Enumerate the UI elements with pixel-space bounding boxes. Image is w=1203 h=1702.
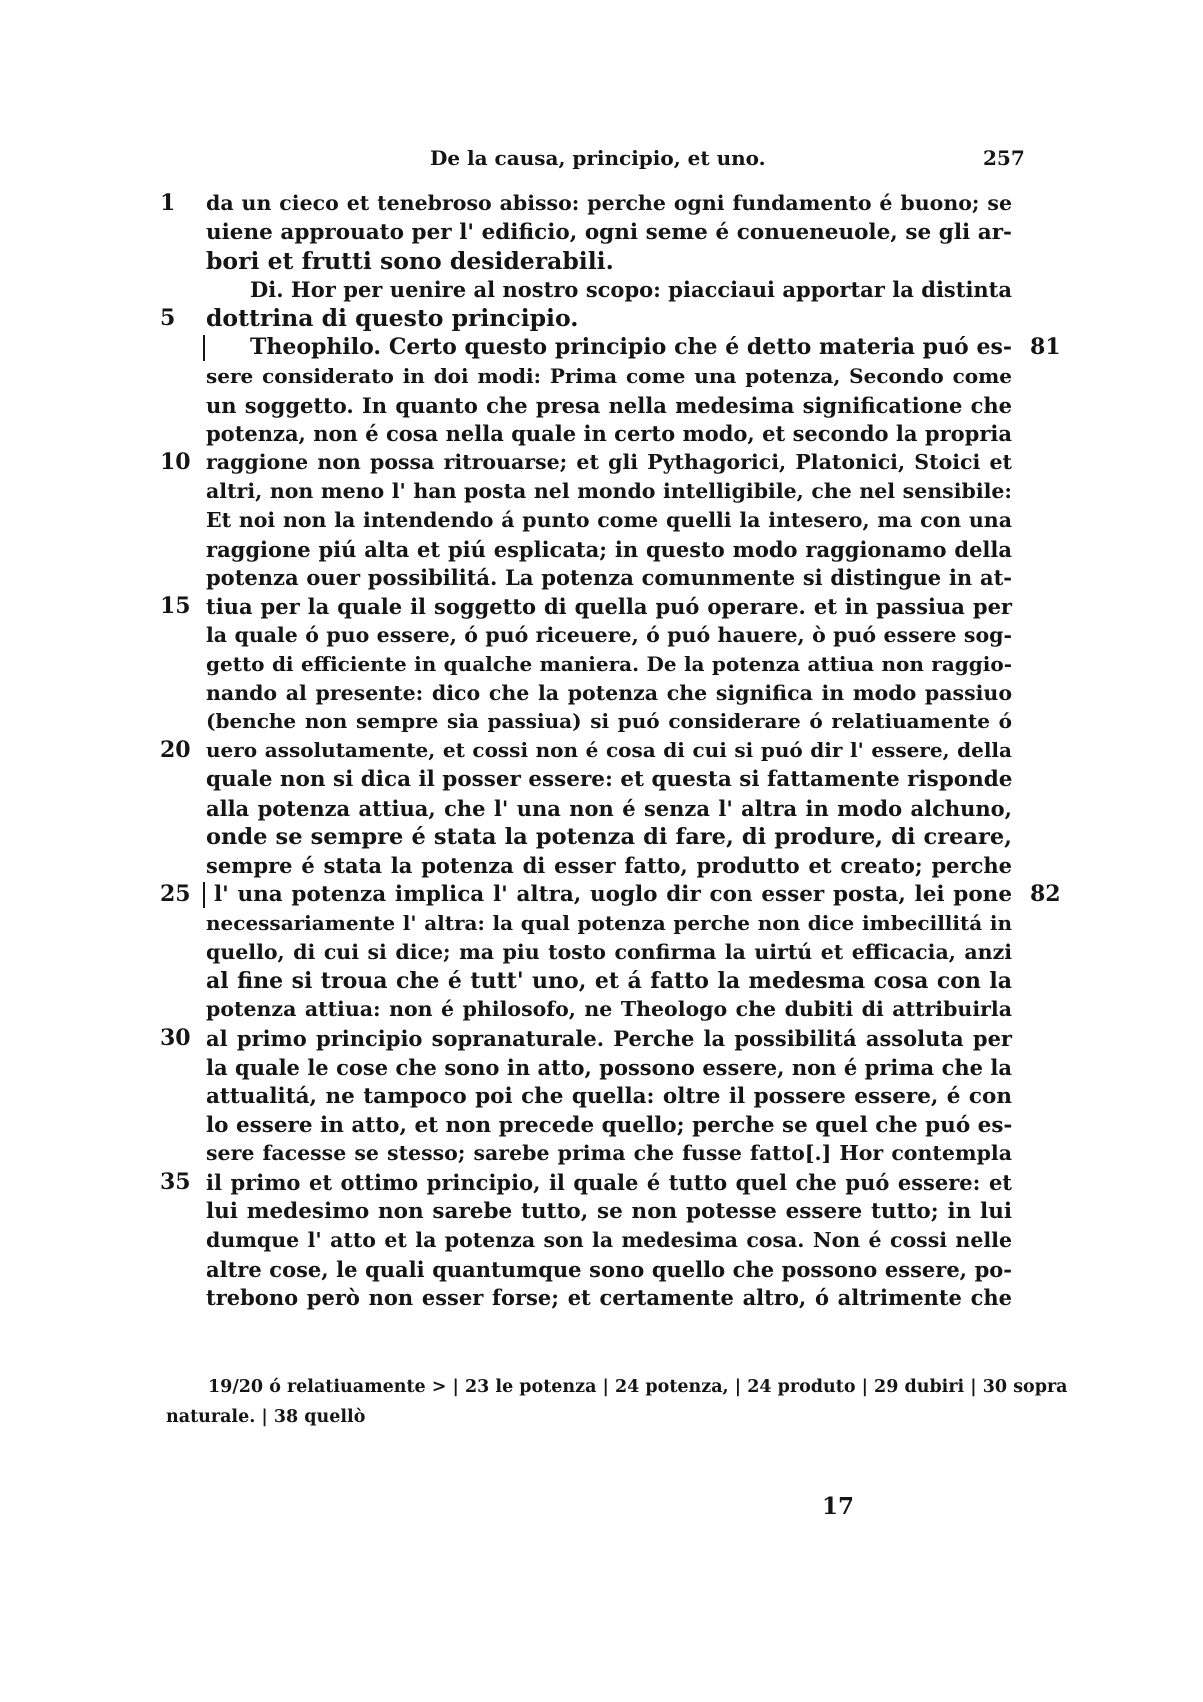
margin-reference: 82 <box>1030 881 1061 907</box>
text-line: l' una potenza implica l' altra, uoglo dir con esser posta, lei pone <box>214 882 1012 907</box>
signature-mark: 17 <box>822 1493 855 1520</box>
text-line: quale non si dica il posser essere: et questa si fattamente risponde <box>206 767 1013 792</box>
text-line: alla potenza attiua, che l' una non é senza l' altra in modo alchuno, <box>206 796 1012 821</box>
critical-apparatus <box>166 1372 1068 1432</box>
footnote-line: naturale. | 38 quellò <box>166 1407 366 1427</box>
line-number: 25 <box>160 881 191 907</box>
text-line: getto di efficiente in qualche maniera. De la potenza attiua non raggio- <box>206 652 1012 676</box>
line-number: 10 <box>160 449 191 475</box>
text-line: raggione non possa ritrouarse; et gli Pythagorici, Platonici, Stoici et <box>206 450 1012 474</box>
text-line: dottrina di questo principio. <box>206 304 579 332</box>
line-number: 35 <box>160 1169 191 1195</box>
line-number: 15 <box>160 593 191 619</box>
page-number: 257 <box>983 146 1025 170</box>
text-line: tiua per la quale il soggetto di quella puó operare. et in passiua per <box>206 594 1012 619</box>
text-line: la quale le cose che sono in atto, possono essere, non é prima che la <box>206 1055 1012 1080</box>
text-line: attualitá, ne tampoco poi che quella: oltre il possere essere, é con <box>206 1084 1012 1109</box>
text-line: potenza attiua: non é philosofo, ne Theologo che dubiti di attribuirla <box>206 997 1012 1021</box>
text-line: (benche non sempre sia passiua) si puó considerare ó relatiuamente ó <box>206 709 1012 733</box>
text-line: dumque l' atto et la potenza son la medesima cosa. Non é cossi nelle <box>206 1228 1012 1252</box>
text-line: potenza, non é cosa nella quale in certo modo, et secondo la propria <box>206 421 1012 446</box>
text-line: da un cieco et tenebroso abisso: perche ogni fundamento é buono; se <box>206 191 1012 215</box>
text-line: uero assolutamente, et cossi non é cosa di cui si puó dir l' essere, della <box>206 738 1012 762</box>
text-line: sere facesse se stesso; sarebe prima che fusse fatto[.] Hor contempla <box>206 1141 1012 1165</box>
text-line: un soggetto. In quanto che presa nella medesima significatione che <box>206 393 1012 418</box>
page-break-marker <box>203 882 205 908</box>
running-head: De la causa, principio, et uno. <box>430 146 766 170</box>
margin-reference: 81 <box>1030 334 1061 360</box>
text-line: raggione piú alta et piú esplicata; in questo modo raggionamo della <box>206 537 1012 562</box>
text-line: uiene approuato per l' edificio, ogni seme é conueneuole, se gli ar- <box>206 220 1012 245</box>
text-line: nando al presente: dico che la potenza che significa in modo passiuo <box>206 681 1012 705</box>
footnote-line: 19/20 ó relatiuamente > | 23 le potenza | 24 potenza, | 24 produto | 29 dubiri | 30 sopra <box>208 1377 1068 1397</box>
text-line: sere considerato in doi modi: Prima come una potenza, Secondo come <box>206 364 1012 388</box>
text-line: quello, di cui si dice; ma piu tosto confirma la uirtú et efficacia, anzi <box>206 940 1012 964</box>
text-line: potenza ouer possibilitá. La potenza comunmente si distingue in at- <box>206 565 1012 590</box>
text-line: onde se sempre é stata la potenza di fare, di produre, di creare, <box>206 824 1012 850</box>
text-line: al fine si troua che é tutt' uno, et á fatto la medesma cosa con la <box>206 968 1012 994</box>
line-number: 30 <box>160 1025 191 1051</box>
page-break-marker <box>203 335 205 361</box>
text-line: sempre é stata la potenza di esser fatto, produtto et creato; perche <box>206 853 1012 878</box>
text-line: al primo principio sopranaturale. Perche la possibilitá assoluta per <box>206 1026 1012 1051</box>
text-line: il primo et ottimo principio, il quale é tutto quel che puó essere: et <box>206 1170 1012 1195</box>
line-number: 5 <box>160 305 176 331</box>
text-line: trebono però non esser forse; et certamente altro, ó altrimente che <box>206 1285 1012 1310</box>
text-line: necessariamente l' altra: la qual potenza perche non dice imbecillitá in <box>206 911 1012 935</box>
text-line: Et noi non la intendendo á punto come quelli la intesero, ma con una <box>206 508 1012 532</box>
text-line: lo essere in atto, et non precede quello; perche se quel che puó es- <box>206 1113 1013 1138</box>
text-line: la quale ó puo essere, ó puó riceuere, ó puó hauere, ò puó essere sog- <box>206 623 1012 647</box>
line-number: 20 <box>160 737 191 763</box>
text-line: Theophilo. Certo questo principio che é detto materia puó es- <box>250 334 1012 360</box>
line-number: 1 <box>160 190 176 216</box>
text-line: Di. Hor per uenire al nostro scopo: piacciaui apportar la distinta <box>250 277 1012 302</box>
text-line: altre cose, le quali quantumque sono quello che possono essere, po- <box>206 1257 1012 1282</box>
text-line: altri, non meno l' han posta nel mondo intelligibile, che nel sensibile: <box>206 479 1012 503</box>
text-line: lui medesimo non sarebe tutto, se non potesse essere tutto; in lui <box>206 1199 1012 1224</box>
text-line: bori et frutti sono desiderabili. <box>206 247 614 275</box>
